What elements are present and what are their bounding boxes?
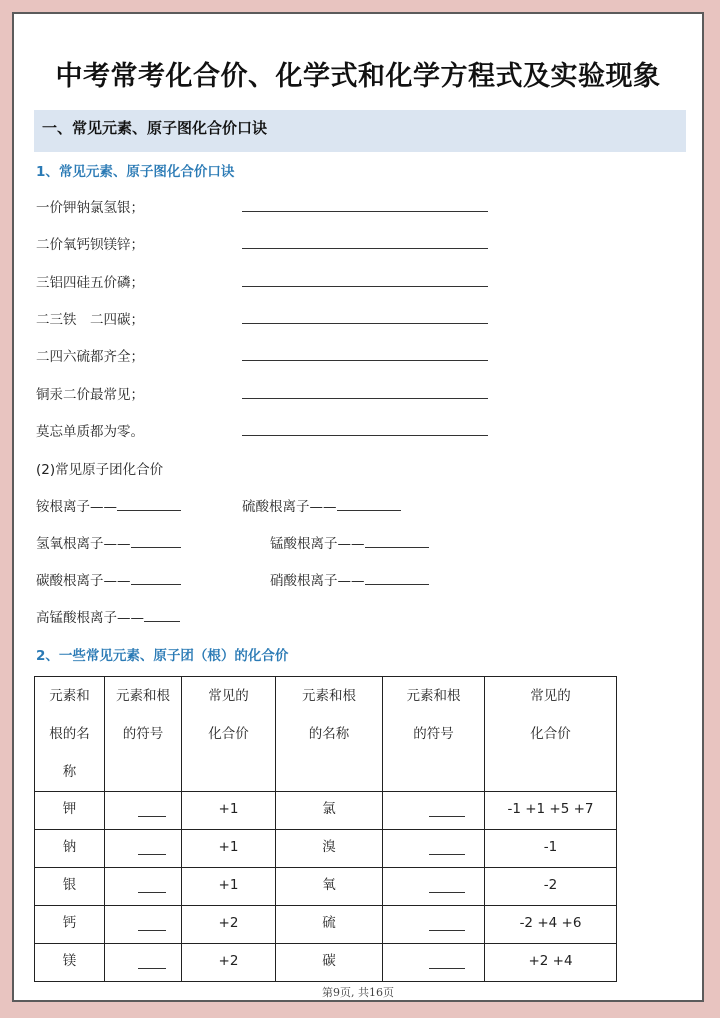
ion-blank[interactable]: [131, 570, 181, 585]
ion-blank[interactable]: [144, 607, 180, 622]
answer-line[interactable]: [242, 435, 488, 436]
header-cell: 元素和根 的符号: [383, 677, 485, 792]
ion-item: 高锰酸根离子——: [36, 606, 180, 626]
symbol-blank[interactable]: [383, 792, 485, 830]
element-name: 氧: [276, 868, 383, 906]
element-name: 溴: [276, 830, 383, 868]
ion-blank[interactable]: [131, 533, 181, 548]
section-heading: 一、常见元素、原子图化合价口诀: [34, 110, 686, 152]
page-title: 中考常考化合价、化学式和化学方程式及实验现象: [55, 61, 661, 92]
ion-item: 铵根离子——: [36, 495, 181, 515]
header-cell: 常见的 化合价: [182, 677, 276, 792]
header-cell: 元素和根 的名称: [276, 677, 383, 792]
rhyme-line: 一价钾钠氯氢银；: [36, 200, 144, 216]
rhyme-line: 莫忘单质都为零。: [36, 424, 144, 440]
rhyme-line: 铜汞二价最常见；: [36, 387, 144, 403]
ion-blank[interactable]: [365, 570, 429, 585]
rhyme-line: 二价氧钙钡镁锌；: [36, 237, 144, 253]
table-header-row: [35, 677, 617, 792]
element-name: 银: [35, 868, 105, 906]
valence-value: +2 +4: [485, 944, 617, 982]
valence-value: +2: [182, 906, 276, 944]
element-name: 钾: [35, 792, 105, 830]
table-row: [35, 868, 617, 906]
rhyme-line: 三铝四硅五价磷；: [36, 275, 144, 291]
valence-value: +2: [182, 944, 276, 982]
valence-value: -1 +1 +5 +7: [485, 792, 617, 830]
header-cell: 元素和 根的名 称: [35, 677, 105, 792]
ion-item: 碳酸根离子——: [36, 569, 181, 589]
page-footer: 第9页, 共16页: [322, 986, 394, 999]
ion-item: 锰酸根离子——: [270, 532, 429, 552]
symbol-blank[interactable]: [105, 944, 182, 982]
table-row: [35, 830, 617, 868]
symbol-blank[interactable]: [383, 944, 485, 982]
element-name: 氯: [276, 792, 383, 830]
table-row: [35, 944, 617, 982]
symbol-blank[interactable]: [383, 868, 485, 906]
symbol-blank[interactable]: [105, 906, 182, 944]
symbol-blank[interactable]: [383, 830, 485, 868]
header-cell: 元素和根 的符号: [105, 677, 182, 792]
element-name: 钙: [35, 906, 105, 944]
valence-value: +1: [182, 868, 276, 906]
answer-line[interactable]: [242, 211, 488, 212]
rhyme-line: 二四六硫都齐全；: [36, 349, 144, 365]
valence-value: +1: [182, 830, 276, 868]
element-name: 碳: [276, 944, 383, 982]
answer-line[interactable]: [242, 323, 488, 324]
table-row: [35, 906, 617, 944]
element-name: 镁: [35, 944, 105, 982]
element-name: 硫: [276, 906, 383, 944]
answer-line[interactable]: [242, 398, 488, 399]
symbol-blank[interactable]: [105, 868, 182, 906]
table-row: [35, 792, 617, 830]
header-cell: 常见的 化合价: [485, 677, 617, 792]
ion-item: 氢氧根离子——: [36, 532, 181, 552]
ion-item: 硫酸根离子——: [242, 495, 401, 515]
valence-value: +1: [182, 792, 276, 830]
ion-item: 硝酸根离子——: [270, 569, 429, 589]
valence-value: -2: [485, 868, 617, 906]
subsection-label: (2)常见原子团化合价: [36, 462, 164, 478]
ion-blank[interactable]: [337, 496, 401, 511]
rhyme-line: 二三铁 二四碳；: [36, 312, 144, 328]
answer-line[interactable]: [242, 286, 488, 287]
symbol-blank[interactable]: [105, 792, 182, 830]
ion-blank[interactable]: [365, 533, 429, 548]
ion-blank[interactable]: [117, 496, 181, 511]
valence-table: [34, 676, 617, 982]
element-name: 钠: [35, 830, 105, 868]
answer-line[interactable]: [242, 360, 488, 361]
subsection-heading: 2、一些常见元素、原子团（根）的化合价: [36, 648, 289, 664]
symbol-blank[interactable]: [383, 906, 485, 944]
subsection-heading: 1、常见元素、原子图化合价口诀: [36, 164, 235, 180]
symbol-blank[interactable]: [105, 830, 182, 868]
valence-value: -2 +4 +6: [485, 906, 617, 944]
document-page: [12, 12, 704, 1002]
answer-line[interactable]: [242, 248, 488, 249]
valence-value: -1: [485, 830, 617, 868]
